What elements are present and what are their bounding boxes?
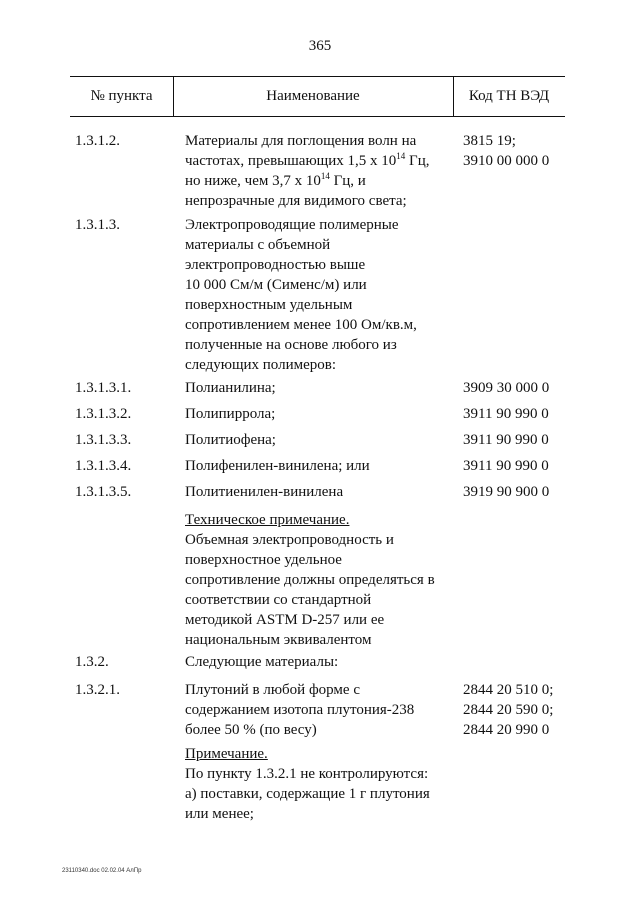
name-line: непрозрачные для видимого света; xyxy=(185,193,407,209)
column-header-item-number: № пункта xyxy=(90,88,153,104)
item-number: 1.3.1.3.1. xyxy=(75,380,132,396)
item-code: 3815 19; 3910 00 000 0 xyxy=(463,133,550,169)
item-name: Следующие материалы: xyxy=(185,654,339,670)
item-name: Полифенилен-винилена; или xyxy=(185,458,370,474)
item-code: 3911 90 990 0 xyxy=(463,406,549,422)
column-header-code: Код ТН ВЭД xyxy=(468,88,550,104)
name-line: частотах, превышающих 1,5 x $10^{14}$ Гц, xyxy=(185,151,430,169)
item-number: 1.3.1.3.4. xyxy=(75,458,132,474)
item-code: 2844 20 510 0; 2844 20 590 0; 2844 20 990 0 xyxy=(463,682,554,738)
name-line: Материалы для поглощения волн на xyxy=(185,133,417,149)
item-number: 1.3.2.1. xyxy=(75,682,120,698)
page-number: 365 xyxy=(308,38,332,54)
item-name: Политиенилен-винилена xyxy=(185,484,344,500)
item-number: 1.3.1.3.5. xyxy=(75,484,132,500)
name-line: но ниже, чем 3,7 x $10^{14}$ Гц, и xyxy=(185,171,366,189)
item-name: Плутоний в любой форме с содержанием изотопа плутония-238 более 50 % (по весу) xyxy=(185,682,415,738)
item-code: 3911 90 990 0 xyxy=(463,432,549,448)
item-number: 1.3.1.3.3. xyxy=(75,432,132,448)
item-code: 3909 30 000 0 xyxy=(463,380,550,396)
item-code: 3919 90 900 0 xyxy=(463,484,550,500)
note-title: Примечание. xyxy=(185,746,268,762)
item-number: 1.3.1.2. xyxy=(75,133,120,149)
table-header-bottom-rule xyxy=(70,116,565,117)
column-header-name: Наименование xyxy=(266,88,360,104)
footer-file-reference: 23110340.doc 02.02.04 АлПр xyxy=(62,868,142,874)
item-code: 3911 90 990 0 xyxy=(463,458,549,474)
item-name: Полипиррола; xyxy=(185,406,276,422)
item-name: Электропроводящие полимерные материалы с объемной электропроводностью выше 10 000 См/м (Сименс/м) или поверхностным удельным сопротивлением менее 100 Ом/кв.м, полученные на основе любого из следующих полимеров: xyxy=(185,217,417,373)
item-name: Политиофена; xyxy=(185,432,276,448)
item-name xyxy=(185,131,457,211)
item-number: 1.3.1.3.2. xyxy=(75,406,132,422)
note-title: Техническое примечание. xyxy=(185,512,350,528)
item-number: 1.3.1.3. xyxy=(75,217,120,233)
item-number: 1.3.2. xyxy=(75,654,109,670)
item-name: Полианилина; xyxy=(185,380,276,396)
table-header-top-rule xyxy=(70,76,565,77)
